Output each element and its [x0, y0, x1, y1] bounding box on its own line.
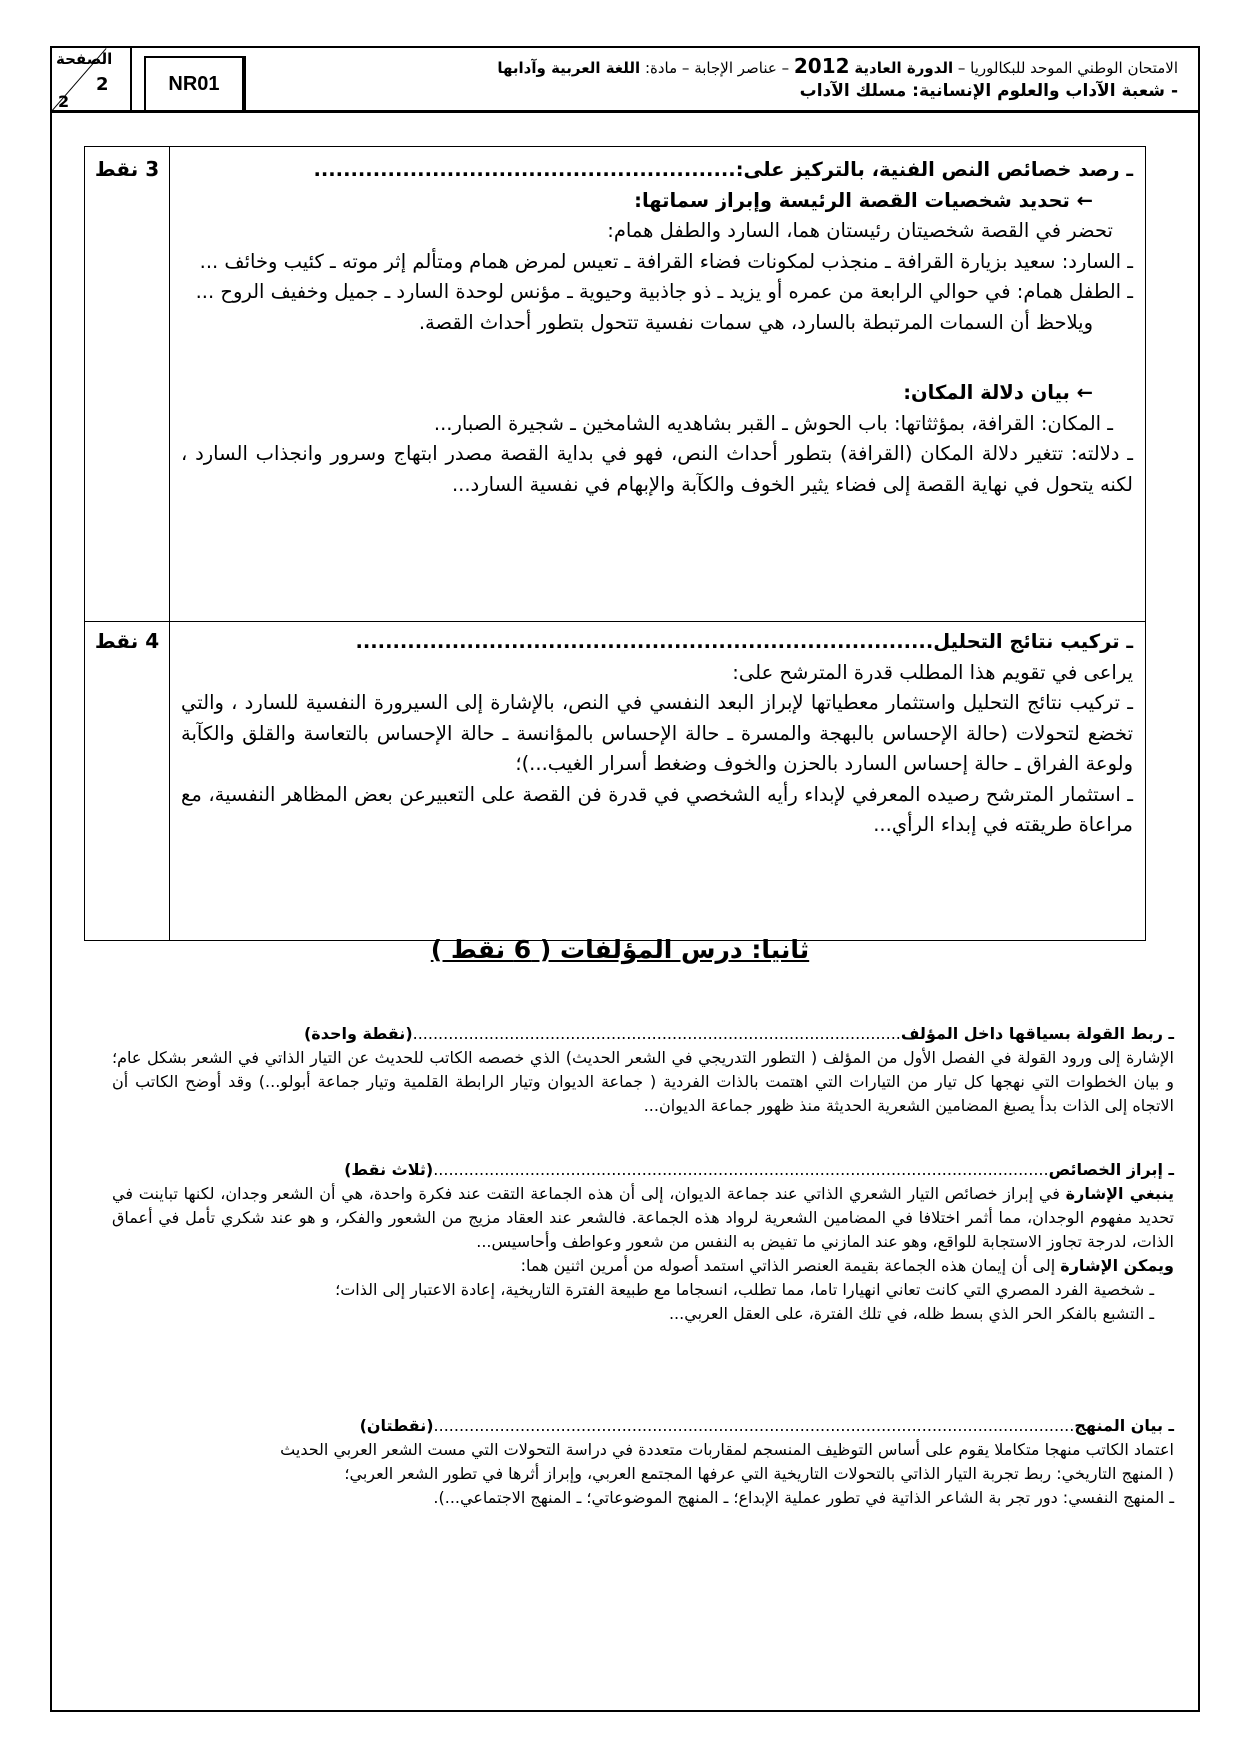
exam-code: NR01	[144, 56, 246, 112]
row2-paragraph: يراعى في تقويم هذا المطلب قدرة المترشح على:	[732, 660, 1133, 684]
part-b-lead-2: ويمكن الإشارة	[1060, 1256, 1174, 1275]
row1-content	[181, 155, 1133, 500]
row2-paragraph: ـ تركيب نتائج التحليل واستثمار معطياتها لإبراز البعد النفسي في النص، بالإشارة إلى السيرورة النفسية للسارد ، والتي تخضع لتحولات (حالة الإحساس بالبهجة والمسرة ـ حالة الإحساس بالمؤانسة ـ حالة الإحساس بالتعاسة والقلق والكآبة ولوعة الفراق ـ حالة إحساس السارد بالحزن والخوف وضغط أسرار الغيب...)؛	[181, 691, 1133, 775]
row1-points: 3 نقط	[94, 157, 160, 181]
header-subject: اللغة العربية وآدابها	[497, 59, 641, 77]
part-c-text: ( المنهج التاريخي: ربط تجربة التيار الذاتي بالتحولات التاريخية التي عرفها المجتمع العربي، وإبراز أثرها في تطور الشعر العربي؛	[344, 1464, 1174, 1483]
page-number: 2	[96, 74, 109, 95]
part-a-dots: ................................................................................................	[412, 1024, 901, 1043]
part-a-text: الإشارة إلى ورود القولة في الفصل الأول من المؤلف ( التطور التدريجي في الشعر الحديث) الذي خصصه الكاتب للحديث عن التيار الذاتي في الشعر بشكل عام؛ و بيان الخطوات التي نهجها كل تيار من التيارات التي اهتمت بالذات الفردية ( جماعة الديوان وتيار الرابطة القلمية وتيار جماعة أبولو...) وقد أوضح الكاتب أن الاتجاه إلى الذات بدأ يصبغ المضامين الشعرية الحديثة منذ ظهور جماعة الديوان...	[112, 1048, 1174, 1115]
row1-subheading-characters: ← تحديد شخصيات القصة الرئيسة وإبراز سماتها:	[634, 188, 1093, 212]
page-total: 2	[58, 92, 70, 111]
part-b-heading: ـ إبراز الخصائص	[1048, 1160, 1174, 1179]
row1-paragraph: ـ دلالته: تتغير دلالة المكان (القرافة) بتطور أحداث النص، فهو في بداية القصة مصدر ابتهاج وسرور وانجذاب السارد ، لكنه يتحول في نهاية القصة إلى فضاء يثير الخوف والكآبة والإبهام في نفسية السارد...	[181, 442, 1133, 496]
row2-points: 4 نقط	[94, 629, 160, 653]
row1-subheading-place: ← بيان دلالة المكان:	[903, 381, 1093, 404]
part-c-text: اعتماد الكاتب منهجا متكاملا يقوم على أساس التوظيف المنسجم لمقاربات متعددة في دراسة التحولات التي مست الشعر العربي الحديث	[280, 1440, 1174, 1459]
part-a	[112, 1022, 1174, 1118]
row1-paragraph: ـ السارد: سعيد بزيارة القرافة ـ منجذب لمكونات فضاء القرافة ـ تعيس لمرض همام ومتألم إثر موته ـ كئيب وخائف ...	[199, 249, 1133, 273]
part-c-points: (نقطتان)	[359, 1416, 434, 1435]
row2-content	[181, 627, 1133, 841]
part-b-item: ـ شخصية الفرد المصري التي كانت تعاني انهيارا تاما، مما تطلب، انسجاما مع طبيعة الفترة التاريخية، إعادة الاعتبار إلى الذات؛	[335, 1280, 1154, 1299]
page-number-box	[52, 48, 132, 110]
header-rule	[52, 110, 1198, 113]
part-c-text: ـ المنهج النفسي: دور تجر بة الشاعر الذاتية في تطور عملية الإبداع؛ ـ المنهج الموضوعاتي؛ ـ المنهج الاجتماعي...).	[433, 1488, 1174, 1507]
part-b-points: (ثلاث نقط)	[344, 1160, 434, 1179]
part-b-text-1: في إبراز خصائص التيار الشعري الذاتي عند جماعة الديوان، إلى أن هذه الجماعة التقت عند فكرة واحدة، هي أن الشعر وجدان، لكنها تباينت في تحديد مفهوم الوجدان، مما أثمر اختلافا في المضامين الشعرية لرواد هذه الجماعة. فالشعر عند العقاد مزيج من الشعور والفكر، و هو عند شكري تأمل في أعماق الذات، لدرجة تجاوز الاستجابة للواقع، وهو عند المازني ما تفيض به النفس من شعور وعواطف وأحاسيس...	[112, 1184, 1174, 1251]
section-title	[0, 935, 1240, 964]
row2-paragraph: ـ استثمار المترشح رصيده المعرفي لإبداء رأيه الشخصي في قدرة فن القصة على التعبيرعن بعض المظاهر النفسية، مع مراعاة طريقته في إبداء الرأي...	[181, 782, 1133, 836]
row1-heading: ـ رصد خصائص النص الفنية، بالتركيز على:.........................................................	[313, 158, 1133, 181]
header-line-2: - شعبة الآداب والعلوم الإنسانية: مسلك الآداب	[799, 81, 1178, 101]
part-c	[112, 1414, 1174, 1510]
part-b-text-2: إلى أن إيمان هذه الجماعة بقيمة العنصر الذاتي استمد أصوله من أمرين اثنين هما:	[520, 1256, 1056, 1275]
row1-paragraph: تحضر في القصة شخصيتان رئيستان هما، السارد والطفل همام:	[607, 219, 1113, 242]
part-b-item: ـ التشبع بالفكر الحر الذي بسط ظله، في تلك الفترة، على العقل العربي...	[668, 1304, 1154, 1323]
points-column-divider	[169, 147, 170, 940]
header-exam-label: الامتحان الوطني الموحد للبكالوريا –	[957, 59, 1178, 77]
part-b	[112, 1158, 1174, 1326]
part-a-points: (نقطة واحدة)	[303, 1024, 413, 1043]
answers-table	[84, 146, 1146, 941]
part-c-dots: ..............................................................................................................................	[433, 1416, 1075, 1435]
row1-paragraph: ـ المكان: القرافة، بمؤثثاتها: باب الحوش ـ القبر بشاهديه الشامخين ـ شجيرة الصبار...	[433, 411, 1113, 435]
header-session: الدورة العادية	[854, 59, 954, 77]
section-title-text: ثانيا: درس المؤلفات ( 6 نقط )	[430, 935, 810, 964]
part-b-dots: .........................................................................................................................	[433, 1160, 1049, 1179]
header-year: 2012	[793, 54, 850, 78]
row2-heading: ـ تركيب نتائج التحليل..............................................................................	[355, 630, 1133, 653]
part-a-heading: ـ ربط القولة بسياقها داخل المؤلف	[900, 1024, 1174, 1043]
header-answers-label: – عناصر الإجابة – مادة:	[644, 59, 790, 77]
row1-paragraph: ـ الطفل همام: في حوالي الرابعة من عمره أو يزيد ـ ذو جاذبية وحيوية ـ مؤنس لوحدة السارد ـ جميل وخفيف الروح ...	[195, 280, 1133, 303]
page-label: الصفحة	[56, 50, 113, 68]
part-c-heading: ـ بيان المنهج	[1074, 1416, 1174, 1435]
header-line-1	[497, 54, 1178, 78]
row-divider	[85, 621, 1145, 622]
row1-paragraph: ويلاحظ أن السمات المرتبطة بالسارد، هي سمات نفسية تتحول بتطور أحداث القصة.	[418, 310, 1093, 334]
part-b-lead-1: ينبغي الإشارة	[1065, 1184, 1175, 1203]
